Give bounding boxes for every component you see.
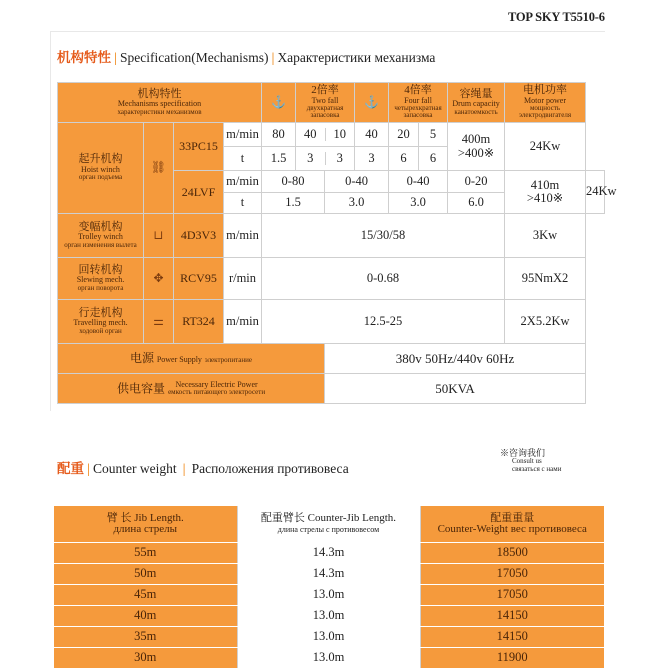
value-cell: 6.0 xyxy=(448,193,505,214)
power-supply-value: 380v 50Hz/440v 60Hz xyxy=(325,344,586,374)
cw-weight-cell: 14150 xyxy=(420,626,604,647)
value-cell: 40 xyxy=(355,123,389,147)
value-cell: 10 xyxy=(325,128,354,141)
cw-counter-jib-cell: 13.0m xyxy=(237,605,420,626)
travel-mech-label: 行走机构 Travelling mech. ходовой орган xyxy=(58,300,144,344)
counterweight-table xyxy=(54,506,604,669)
cw-counter-jib-cell: 14.3m xyxy=(237,563,420,584)
power-supply-row xyxy=(58,344,605,374)
travel-power: 2X5.2Kw xyxy=(505,300,586,344)
cw-jib-cell: 40m xyxy=(54,605,237,626)
hook-four-fall-icon: ⚓ xyxy=(355,83,389,123)
unit-cell: m/min xyxy=(224,123,262,147)
cw-weight-cell: 17050 xyxy=(420,584,604,605)
unit-cell: m/min xyxy=(224,171,262,193)
header-two-fall: 2倍率 Two fall двухкратная запасовка xyxy=(296,83,355,123)
drum-capacity-33pc15: 400m >400※ xyxy=(448,123,505,171)
cw-jib-cell: 55m xyxy=(54,542,237,563)
value-cell: 3.0 xyxy=(325,193,389,214)
drum-capacity-24lvf: 410m >410※ xyxy=(505,171,586,214)
value-pair-cell xyxy=(296,147,355,171)
table-row xyxy=(54,542,604,563)
unit-cell: r/min xyxy=(224,258,262,300)
travel-speed: 12.5-25 xyxy=(262,300,505,344)
cw-weight-cell: 17050 xyxy=(420,563,604,584)
power-supply-label: 电源 Power Supply электропитание xyxy=(58,344,325,374)
travel-model: RT324 xyxy=(174,300,224,344)
cw-header-row xyxy=(54,506,604,542)
value-cell: 0-20 xyxy=(448,171,505,193)
cw-title-ru: Расположения противовеса xyxy=(191,461,349,476)
cw-jib-cell: 30m xyxy=(54,647,237,668)
value-cell: 1.5 xyxy=(262,147,296,171)
header-four-fall: 4倍率 Four fall четырехкратная запасовка xyxy=(389,83,448,123)
value-cell: 6 xyxy=(389,147,419,171)
travel-icon: ⚌ xyxy=(144,300,174,344)
value-cell: 3 xyxy=(307,150,314,165)
table-row xyxy=(54,584,604,605)
model-name: TOP SKY T5510-6 xyxy=(508,10,605,24)
hoist-model-24lvf: 24LVF xyxy=(174,171,224,214)
unit-cell: t xyxy=(224,193,262,214)
trolley-model: 4D3V3 xyxy=(174,214,224,258)
cw-header-weight: 配重重量 Counter-Weight вес противовеса xyxy=(420,506,604,542)
slewing-power: 95NmX2 xyxy=(505,258,586,300)
hoist-model-33pc15: 33PC15 xyxy=(174,123,224,171)
unit-cell: t xyxy=(224,147,262,171)
slewing-icon: ✥ xyxy=(144,258,174,300)
header-motor-power: 电机功率 Motor power мощность электродвигателя xyxy=(505,83,586,123)
hook-two-fall-icon: ⚓ xyxy=(262,83,296,123)
spec-section-title: 机构特性 | Specification(Mechanisms) | Характеристики механизма xyxy=(57,50,436,65)
counterweight-section-title: 配重 | Counter weight | Расположения противовеса xyxy=(57,461,349,476)
cw-jib-cell: 35m xyxy=(54,626,237,647)
cw-weight-cell: 11900 xyxy=(420,647,604,668)
spec-title-ru: Характеристики механизма xyxy=(277,50,436,65)
frame-left-line xyxy=(50,31,51,411)
value-pair-cell xyxy=(296,123,355,147)
header-mechanisms: 机构特性 Mechanisms specification характеристики механизмов xyxy=(58,83,262,123)
electric-power-row xyxy=(58,374,605,404)
value-cell: 0-40 xyxy=(389,171,448,193)
spec-header-row xyxy=(58,83,605,123)
motor-power-33pc15: 24Kw xyxy=(505,123,586,171)
table-row xyxy=(54,563,604,584)
value-cell: 0-40 xyxy=(325,171,389,193)
table-row xyxy=(54,605,604,626)
cw-counter-jib-cell: 13.0m xyxy=(237,647,420,668)
cw-weight-cell: 14150 xyxy=(420,605,604,626)
value-cell: 3 xyxy=(355,147,389,171)
slewing-row xyxy=(58,258,605,300)
cw-counter-jib-cell: 13.0m xyxy=(237,626,420,647)
motor-power-24lvf: 24Kw xyxy=(586,171,605,214)
trolley-row xyxy=(58,214,605,258)
unit-cell: m/min xyxy=(224,300,262,344)
value-cell: 1.5 xyxy=(262,193,325,214)
cw-counter-jib-cell: 14.3m xyxy=(237,542,420,563)
value-cell: 40 xyxy=(304,126,317,141)
cw-weight-cell: 18500 xyxy=(420,542,604,563)
value-cell: 20 xyxy=(389,123,419,147)
mechanism-spec-table xyxy=(57,82,617,404)
spec-title-en: Specification(Mechanisms) xyxy=(119,50,269,65)
cw-title-en: Counter weight xyxy=(92,461,177,476)
cw-title-zh: 配重 xyxy=(57,461,84,476)
value-cell: 3 xyxy=(325,152,354,165)
unit-cell: m/min xyxy=(224,214,262,258)
trolley-speed: 15/30/58 xyxy=(262,214,505,258)
cw-header-counter-jib: 配重臂长 Counter-Jib Length. длина стрелы с противовесом xyxy=(237,506,420,542)
hoist-winch-icon: ⛓ xyxy=(144,123,174,214)
cw-jib-cell: 45m xyxy=(54,584,237,605)
hoist-winch-label: 起升机构 Hoist winch орган подъема xyxy=(58,123,144,214)
table-row xyxy=(54,626,604,647)
spec-title-zh: 机构特性 xyxy=(57,50,111,65)
cw-header-jib: 臂 长 Jib Length. длина стрелы xyxy=(54,506,237,542)
value-cell: 80 xyxy=(262,123,296,147)
cw-counter-jib-cell: 13.0m xyxy=(237,584,420,605)
consult-note: ※咨询我们 Consult us связаться с нами xyxy=(500,448,562,473)
trolley-icon: ⊔ xyxy=(144,214,174,258)
value-cell: 3.0 xyxy=(389,193,448,214)
table-row xyxy=(54,647,604,668)
slewing-speed: 0-0.68 xyxy=(262,258,505,300)
frame-top-line xyxy=(50,31,605,32)
value-cell: 6 xyxy=(419,147,448,171)
value-cell: 5 xyxy=(419,123,448,147)
value-cell: 0-80 xyxy=(262,171,325,193)
header-drum-capacity: 容绳量 Drum capacity канатоемкость xyxy=(448,83,505,123)
slewing-mech-label: 回转机构 Slewing mech. орган поворота xyxy=(58,258,144,300)
electric-power-label: 供电容量 Necessary Electric Power емкость питающего электросети xyxy=(58,374,325,404)
electric-power-value: 50KVA xyxy=(325,374,586,404)
hoist-33pc15-speed-row xyxy=(58,123,605,147)
slewing-model: RCV95 xyxy=(174,258,224,300)
trolley-winch-label: 变幅机构 Trolley winch орган изменения вылета xyxy=(58,214,144,258)
cw-jib-cell: 50m xyxy=(54,563,237,584)
travel-row xyxy=(58,300,605,344)
trolley-power: 3Kw xyxy=(505,214,586,258)
